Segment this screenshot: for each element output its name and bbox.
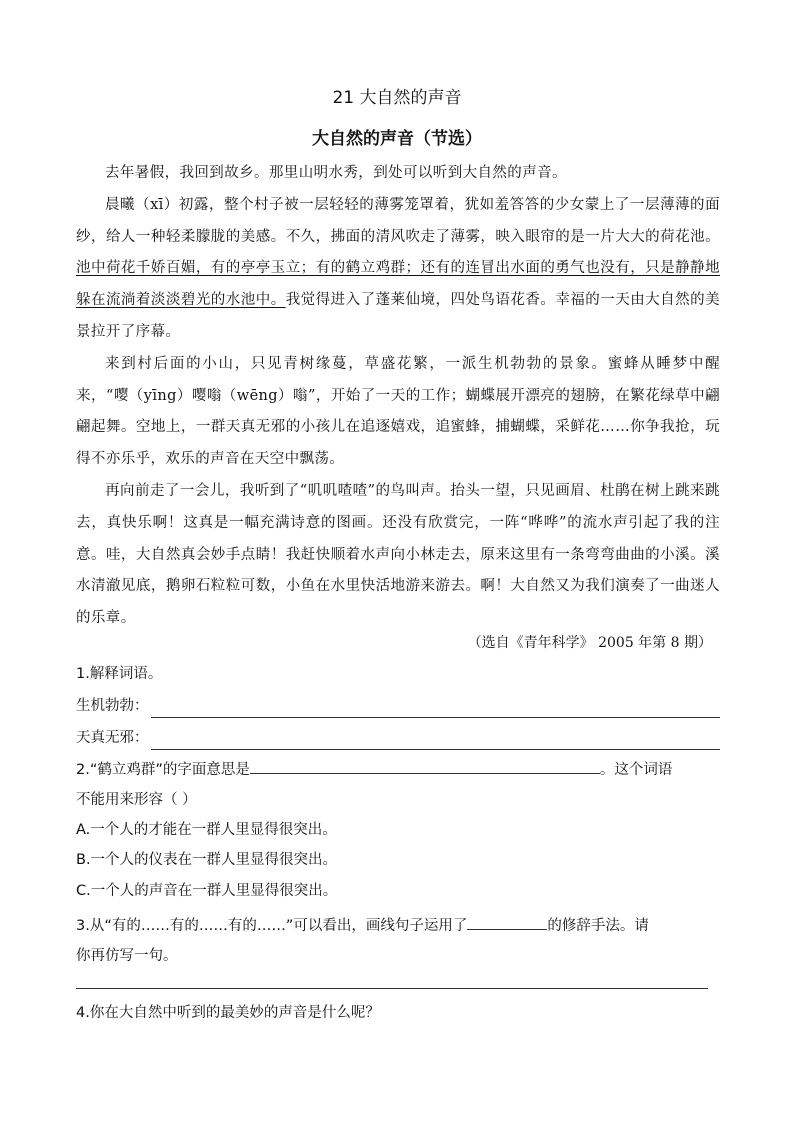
term-1-answer-line[interactable] (151, 700, 721, 718)
question-1-stem: 1.解释词语。 (76, 666, 163, 682)
passage-paragraph-3: 来到村后面的小山，只见青树缘蔓，草盛花繁，一派生机勃勃的景象。蜜蜂从睡梦中醒来，“嘤（yīng）嘤嗡（wēng）嗡”，开始了一天的工作；蝴蝶展开漂亮的翅膀，在繁花绿草中翩翩起舞。空地上，一群天真无邪的小孩儿在追逐嬉戏，追蜜蜂，捕蝴蝶，采鲜花……你争我抢，玩得不亦乐乎，欢乐的声音在天空中飘荡。 (76, 355, 720, 468)
term-2-answer-line[interactable] (151, 732, 721, 750)
question-3-part-2: 的修辞手法。请 (547, 918, 649, 934)
question-3-line-2: 你再仿写一句。 (76, 948, 178, 964)
underlined-sentence: 池中荷花千娇百媚，有的亭亭玉立；有的鹤立鸡群；还有的连冒出水面的勇气也没有，只是静静地躲在流淌着淡淡碧光的水池中。 (76, 260, 720, 309)
term-1-label: 生机勃勃： (76, 698, 149, 714)
question-2-part-2: 。这个词语 (599, 762, 673, 778)
question-3-line-1 (76, 914, 720, 938)
question-2-option-a[interactable]: A.一个人的才能在一群人里显得很突出。 (76, 822, 337, 838)
question-1-term-1-row (76, 694, 720, 718)
question-2-line-2: 不能用来形容（ ） (76, 792, 197, 808)
passage-paragraph-1: 去年暑假，我回到故乡。那里山明水秀，到处可以听到大自然的声音。 (105, 165, 567, 181)
question-2-option-b[interactable]: B.一个人的仪表在一群人里显得很突出。 (76, 852, 338, 868)
passage-paragraph-2 (76, 190, 720, 349)
paragraph-2-text-before: 晨曦（xī）初露，整个村子被一层轻轻的薄雾笼罩着，犹如羞答答的少女蒙上了一层薄薄的面纱，给人一种轻柔朦胧的美感。不久，拂面的清风吹走了薄雾，映入眼帘的是一片大大的荷花池。 (76, 196, 720, 245)
paragraph-2-text-after: 我觉得进入了蓬莱仙境，四处鸟语花香。幸福的一天由大自然的美景拉开了序幕。 (76, 292, 720, 340)
question-2-line-1 (76, 758, 720, 782)
passage-title: 大自然的声音（节选） (312, 129, 482, 149)
term-2-label: 天真无邪： (76, 730, 149, 746)
question-3-answer-line[interactable] (76, 988, 708, 989)
passage-source: （选自《青年科学》 2005 年第 8 期） (467, 635, 712, 651)
lesson-title: 21 大自然的声音 (332, 88, 462, 108)
question-3-part-1: 3.从“有的……有的……有的……”可以看出，画线句子运用了 (76, 918, 468, 934)
question-2-answer-blank[interactable] (250, 759, 600, 774)
question-2-part-1: 2.“鹤立鸡群”的字面意思是 (76, 762, 250, 778)
question-1-term-2-row (76, 726, 720, 750)
reading-passage (76, 158, 720, 635)
question-3-answer-blank[interactable] (467, 915, 547, 930)
question-2-option-c[interactable]: C.一个人的声音在一群人里显得很突出。 (76, 883, 338, 899)
question-4-stem: 4.你在大自然中听到的最美妙的声音是什么呢？ (76, 1005, 380, 1021)
passage-paragraph-4: 再向前走了一会儿，我听到了“叽叽喳喳”的鸟叫声。抬头一望，只见画眉、杜鹃在树上跳来跳去，真快乐啊！这真是一幅充满诗意的图画。还没有欣赏完，一阵“哗哗”的流水声引起了我的注意。哇，大自然真会妙手点睛！我赶快顺着水声向小林走去，原来这里有一条弯弯曲曲的小溪。溪水清澈见底，鹅卵石粒粒可数，小鱼在水里快活地游来游去。啊！大自然又为我们演奏了一曲迷人的乐章。 (76, 482, 720, 627)
